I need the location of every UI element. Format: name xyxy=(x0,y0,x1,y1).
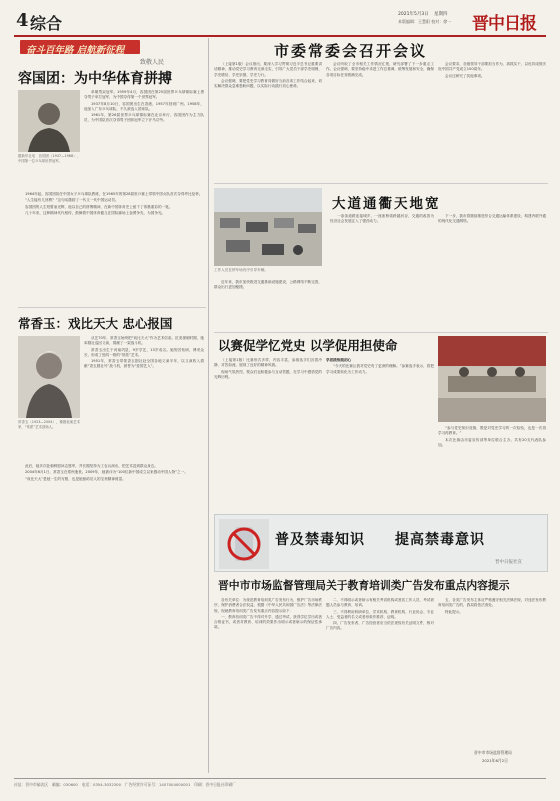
article-headline: 晋中市市场监督管理局关于教育培训类广告发布重点内容提示 xyxy=(218,579,510,592)
promo-credit: 晋中日报社宣 xyxy=(495,560,522,565)
paragraph: 1937年8月10日，容国团出生在香港，1957年回到广州。1958年，他加入广东乒乓球队，不久被选入国家队。 xyxy=(84,101,204,111)
parking-lot-photo-icon xyxy=(214,188,322,266)
article-body xyxy=(438,426,546,510)
paragraph: 一条条道路连接城乡，一座座桥梁跨越河谷，交通的改善为经济社会发展注入了强劲动力。 xyxy=(330,214,434,224)
story-body-b xyxy=(18,192,204,300)
footer-info: 社址：晋中市榆次区 邮编：030600 电话：0354-3032300 广告经营许可证号：1407004000001 印刷：晋中日报社印刷厂 xyxy=(14,782,236,787)
issue-date: 2021年5月3日 xyxy=(398,12,429,17)
paragraph: 会议要求，各级领导干部要担当作为、真抓实干，以优异成绩庆祝中国共产党成立100周年。 xyxy=(438,62,546,72)
article-body xyxy=(214,62,322,178)
paragraph: 各有关单位：为规范教育培训类广告发布行为，维护广告市场秩序，保护消费者合法权益，根据《中华人民共和国广告法》等法律法规，现就教育培训类广告发布重点内容提示如下： xyxy=(214,598,322,613)
article-standing-committee xyxy=(214,40,548,180)
paragraph: “人生能有几回搏？”这句话激励了一代又一代中国运动员。 xyxy=(25,198,119,203)
news-photo xyxy=(214,188,322,266)
story-body-a xyxy=(84,90,204,190)
paragraph: 1951年，常香玉带领香玉剧社赴全国各地义演半年，以义演收入捐献“香玉剧社号”战斗机，被誉为“爱国艺人”。 xyxy=(84,359,204,369)
section-divider xyxy=(214,183,548,184)
signature: 晋中市市场监督管理局 xyxy=(474,750,512,755)
article-photo xyxy=(438,336,546,422)
portrait-caption: 常香玉（1923—2004），豫剧表演艺术家，“常派”艺术创始人。 xyxy=(18,420,80,429)
banner-subtitle: 致敬人民 xyxy=(140,59,165,66)
paragraph: “参与党史知识竞赛，既是对党史学习的一次检验，也是一次再学习再教育。” xyxy=(438,426,546,436)
story-divider xyxy=(18,307,206,308)
article-ad-notice xyxy=(214,578,548,774)
paragraph: 常香玉出生于河南巩县，9岁学艺，13岁成名。她刻苦钻研，博采众长，形成了独具一格的“常派”艺术。 xyxy=(84,347,204,357)
story-headline: 常香玉：戏比天大 忠心报国 xyxy=(18,316,173,331)
article-body xyxy=(326,62,434,178)
page-number: 4 xyxy=(16,10,29,31)
anniversary-banner xyxy=(20,40,204,66)
paragraph: 本次比赛由市委宣传部等单位联合主办，共有20支代表队参加。 xyxy=(438,437,546,447)
contest-stage-photo-icon xyxy=(438,336,546,422)
paragraph: 二、不得明示或者暗示有相关考试机构或者其工作人员、考试命题人员参与教育、培训。 xyxy=(326,598,434,608)
paragraph: 近年来，我市加快推进交通基础设施建设，公路网络不断完善，群众出行更加便捷。 xyxy=(214,280,322,290)
portrait-figure-icon xyxy=(18,90,80,152)
paragraph: 从艺70年，常香玉始终把“戏比天大”作为艺术信条。抗美援朝时期，她率剧社巡回义演，捐献了一架战斗机。 xyxy=(84,336,204,346)
paragraph: 此后，她多次赴朝鲜慰问志愿军，并长期坚持为工农兵演出，把艺术送到群众身边。 xyxy=(25,464,158,468)
issue-weekday: 星期四 xyxy=(434,12,448,17)
article-body xyxy=(438,598,546,748)
promo-text-left: 普及禁毒知识 xyxy=(275,532,365,548)
paragraph: 几十年来，这种精神代代相传，鼓舞着中国体育健儿在国际赛场上奋勇争先、为国争光。 xyxy=(25,210,166,215)
story-changxiangyu xyxy=(18,314,206,769)
article-transport xyxy=(214,188,548,328)
story-body-b xyxy=(18,464,204,764)
no-drugs-icon xyxy=(219,519,269,569)
photo-caption: 工作人员在停车场有序引导车辆。 xyxy=(214,268,268,272)
article-body xyxy=(330,214,434,326)
section-title: 综合 xyxy=(30,14,63,33)
portrait-figure-icon xyxy=(18,336,80,418)
paragraph: “今天的比赛让我对党史有了更深的理解。”参赛选手表示，将把学习成果转化为工作动力。 xyxy=(326,364,434,374)
masthead-rule xyxy=(14,35,546,37)
paragraph: 特此提示。 xyxy=(445,609,463,614)
article-headline: 大道通衢天地宽 xyxy=(332,196,441,212)
paragraph: 1964年起，容国团担任中国女子乒乓球队教练，在1965年的第28届世乒赛上带领中国女队首次夺得考比伦杯。 xyxy=(25,192,203,196)
article-body xyxy=(438,62,546,178)
paragraph: （上接第1版）会议指出，要深入学习贯彻习近平总书记重要讲话精神，推动党史学习教育走深走实，引导广大党员干部学史明理、学史增信、学史崇德、学史力行。 xyxy=(214,62,322,77)
article-headline: 以赛促学忆党史 以学促用担使命 xyxy=(218,338,398,353)
paragraph: 五、各类广告发布主体应严格遵守相关法律法规，对违法发布教育培训类广告的，我局将依法查处。 xyxy=(438,598,546,608)
article-body xyxy=(438,214,546,326)
section-divider xyxy=(214,332,548,333)
paragraph: 下一步，我市将继续推进综合交通运输体系建设，构建内联外通的现代化交通网络。 xyxy=(438,214,546,224)
article-body xyxy=(214,598,322,772)
anti-drug-promo xyxy=(214,514,548,572)
story-body-a xyxy=(84,336,204,462)
footer-rule xyxy=(14,778,546,779)
masthead xyxy=(14,8,546,34)
paragraph: 三、不得利用科研单位、学术机构、教育机构、行业协会、专业人士、受益者的名义或者形象作推荐、证明。 xyxy=(326,609,434,619)
article-body xyxy=(326,358,434,510)
article-body xyxy=(214,280,322,326)
story-rongguotuan xyxy=(18,68,206,303)
banner-title: 奋斗百年路 启航新征程 xyxy=(26,44,125,56)
article-body xyxy=(214,358,322,510)
paragraph: 会议听取了全市相关工作情况汇报，研究部署了下一步重点工作。会议强调，要坚持稳中求进工作总基调，统筹发展和安全，确保各项目标任务圆满完成。 xyxy=(326,62,434,77)
portrait-caption: 据新华社电 容国团（1937—1968），中国第一位乒乓球世界冠军。 xyxy=(18,154,80,163)
paragraph: 一、教育培训类广告不得对升学、通过考试、获得学位学历或者合格证书，或者对教育、培训的效果作出明示或者暗示的保证性承诺。 xyxy=(214,614,322,630)
paragraph: 单刷男双冠军。1959年4月，容国团在第25届世界乒乓球锦标赛上勇夺男子单打冠军，为中国夺得第一个世界冠军。 xyxy=(84,90,204,100)
paragraph: “戏比天大”是她一生的写照，也是她留给后人的宝贵精神财富。 xyxy=(25,476,126,481)
paragraph: （上接第1版）比赛形式多样，内容丰富，参赛选手们沉着冷静、对答如流，展现了良好的精神风貌。 xyxy=(214,358,322,368)
subhead: 学思践悟践初心 xyxy=(326,358,352,362)
story-headline: 容国团：为中华体育拼搏 xyxy=(18,71,172,87)
column-divider xyxy=(208,38,209,773)
promo-text-right: 提高禁毒意识 xyxy=(395,532,485,548)
sign-date: 2021年6月2日 xyxy=(482,758,508,763)
article-party-history-contest xyxy=(214,336,548,512)
article-headline: 市委常委会召开会议 xyxy=(274,42,428,60)
paragraph: 会议还研究了其他事项。 xyxy=(445,73,485,78)
paper-name: 晋中日报 xyxy=(472,14,536,34)
paragraph: 现场气氛热烈，观众们也积极参与互动答题，在学习中感悟党的光辉历程。 xyxy=(214,369,322,379)
article-body xyxy=(326,598,434,772)
portrait-photo xyxy=(18,336,80,418)
portrait-photo xyxy=(18,90,80,152)
paragraph: 会议强调，要把党史学习教育同做好当前各项工作结合起来，切实解决群众急难愁盼问题，以实际行动践行初心使命。 xyxy=(214,78,322,89)
editor-line: 本版编辑：王慧阳 校对：徐一 xyxy=(398,19,452,24)
paragraph: 容国团的人生短暂而光辉，他以自己的拼搏精神，在新中国体育史上留下了浓墨重彩的一笔。 xyxy=(25,204,173,209)
paragraph: 1961年，第26届世界乒乓球锦标赛在北京举行，容国团作为主力队员，为中国队首次夺得男子团体冠军立下汗马功劳。 xyxy=(84,113,204,123)
paragraph: 四、广告发布者、广告经营者应当依法查验有关证明文件，核对广告内容。 xyxy=(326,621,434,631)
paragraph: 2004年6月1日，常香玉在郑州逝世。2009年，她被评为“100位新中国成立以来感动中国人物”之一。 xyxy=(25,470,188,475)
